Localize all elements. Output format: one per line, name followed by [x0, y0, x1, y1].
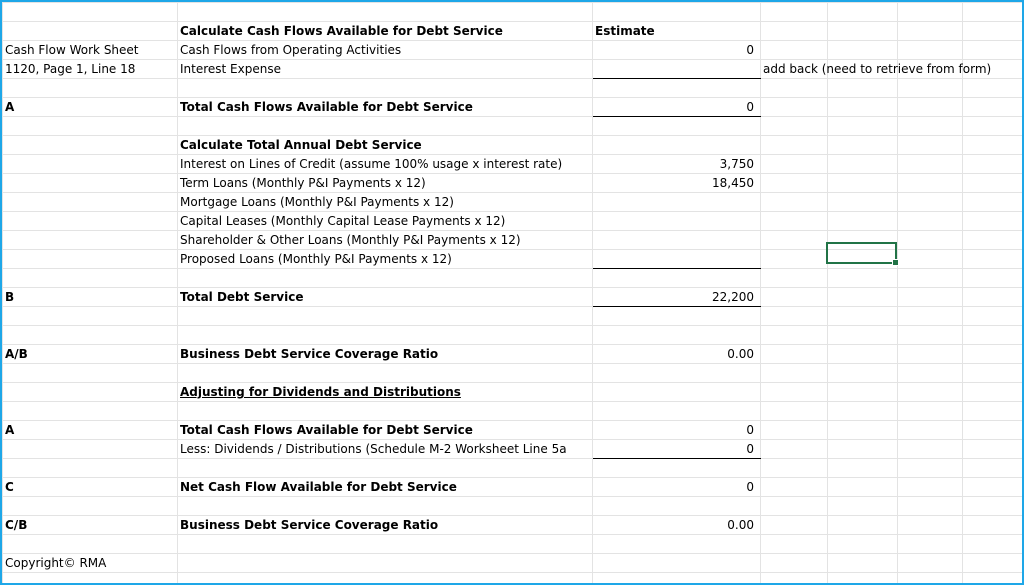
row-marker-a-repeat[interactable]: A [3, 421, 178, 440]
coverage-ratio-adjusted-value[interactable]: 0.00 [593, 516, 761, 535]
total-cash-flows-value[interactable]: 0 [593, 98, 761, 117]
section-heading-cash-flows[interactable]: Calculate Cash Flows Available for Debt Service [178, 22, 593, 41]
net-cash-flow-label[interactable]: Net Cash Flow Available for Debt Service [178, 478, 593, 497]
interest-expense-value[interactable] [593, 60, 761, 79]
net-cash-flow-value[interactable]: 0 [593, 478, 761, 497]
row-marker-a[interactable]: A [3, 98, 178, 117]
row-marker-c[interactable]: C [3, 478, 178, 497]
term-loans-value[interactable]: 18,450 [593, 174, 761, 193]
total-debt-service-value[interactable]: 22,200 [593, 288, 761, 307]
shareholder-loans-label[interactable]: Shareholder & Other Loans (Monthly P&I Payments x 12) [178, 231, 593, 250]
total-cash-flows-repeat-value[interactable]: 0 [593, 421, 761, 440]
total-cash-flows-label[interactable]: Total Cash Flows Available for Debt Service [178, 98, 593, 117]
dividends-label[interactable]: Less: Dividends / Distributions (Schedule M-2 Worksheet Line 5a [178, 440, 593, 459]
worksheet-title-cell[interactable]: Cash Flow Work Sheet [3, 41, 178, 60]
capital-leases-value[interactable] [593, 212, 761, 231]
capital-leases-label[interactable]: Capital Leases (Monthly Capital Lease Payments x 12) [178, 212, 593, 231]
total-debt-service-label[interactable]: Total Debt Service [178, 288, 593, 307]
coverage-ratio-value[interactable]: 0.00 [593, 345, 761, 364]
worksheet-grid [2, 2, 1023, 585]
proposed-loans-label[interactable]: Proposed Loans (Monthly P&I Payments x 12) [178, 250, 593, 269]
interest-expense-label[interactable]: Interest Expense [178, 60, 593, 79]
proposed-loans-value[interactable] [593, 250, 761, 269]
mortgage-loans-value[interactable] [593, 193, 761, 212]
lines-of-credit-value[interactable]: 3,750 [593, 155, 761, 174]
interest-expense-note[interactable]: add back (need to retrieve from form) [761, 60, 828, 79]
coverage-ratio-adjusted-label[interactable]: Business Debt Service Coverage Ratio [178, 516, 593, 535]
row-marker-b[interactable]: B [3, 288, 178, 307]
lines-of-credit-label[interactable]: Interest on Lines of Credit (assume 100% usage x interest rate) [178, 155, 593, 174]
mortgage-loans-label[interactable]: Mortgage Loans (Monthly P&I Payments x 12) [178, 193, 593, 212]
row-marker-a-over-b[interactable]: A/B [3, 345, 178, 364]
section-heading-debt-service[interactable]: Calculate Total Annual Debt Service [178, 136, 593, 155]
section-heading-dividends[interactable]: Adjusting for Dividends and Distributions [178, 383, 593, 402]
estimate-column-header[interactable]: Estimate [593, 22, 761, 41]
operating-cash-flows-value[interactable]: 0 [593, 41, 761, 60]
copyright-notice[interactable]: Copyright© RMA [3, 554, 178, 573]
total-cash-flows-repeat-label[interactable]: Total Cash Flows Available for Debt Service [178, 421, 593, 440]
dividends-value[interactable]: 0 [593, 440, 761, 459]
row-marker-c-over-b[interactable]: C/B [3, 516, 178, 535]
active-cell-selection [826, 242, 897, 264]
form-reference-cell[interactable]: 1120, Page 1, Line 18 [3, 60, 178, 79]
coverage-ratio-label[interactable]: Business Debt Service Coverage Ratio [178, 345, 593, 364]
term-loans-label[interactable]: Term Loans (Monthly P&I Payments x 12) [178, 174, 593, 193]
shareholder-loans-value[interactable] [593, 231, 761, 250]
operating-cash-flows-label[interactable]: Cash Flows from Operating Activities [178, 41, 593, 60]
